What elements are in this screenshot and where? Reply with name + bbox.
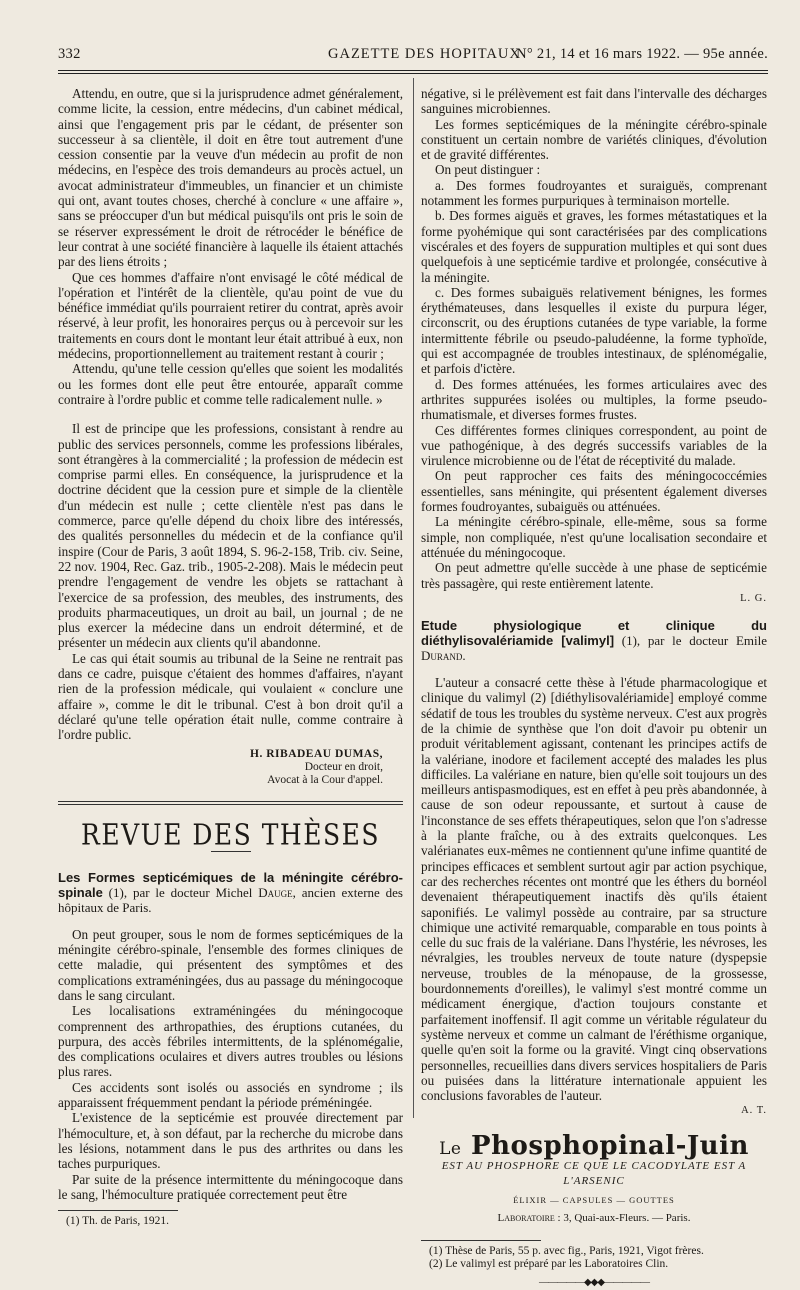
paragraph: d. Des formes atténuées, les formes articulaires avec des arthrites suppurées isolées ou multiples, la forme pseudo-rhumatismale, et diverses formes frustes. bbox=[421, 376, 767, 423]
section-rule bbox=[58, 801, 403, 805]
footnote-rule bbox=[421, 1240, 541, 1241]
page-number: 332 bbox=[58, 46, 81, 62]
article-title-byline: (1), par le docteur Emile bbox=[614, 633, 768, 649]
paragraph: Par suite de la présence intermittente du méningocoque dans le sang, l'hémoculture pratiquée correctement peut être bbox=[58, 1171, 403, 1202]
paragraph: On peut rapprocher ces faits des méningococcémies essentielles, sans méningite, qui présentent également diverses formes foudroyantes, subaiguës ou atténuées. bbox=[421, 468, 767, 515]
paragraph: On peut distinguer : bbox=[435, 162, 541, 178]
paragraph: Que ces hommes d'affaire n'ont envisagé le côté médical de l'opération et l'intérêt de la clientèle, qu'au point de vue du bénéfice immédiat qu'ils pourraient retirer du contrat, après avoir réservé, à leur profit, les honoraires perçus ou à percevoir sur les traitements en cours dont le montant leur était attribué à eux, non médecins, proportionnellement au traitement restant à courir ; bbox=[58, 269, 403, 362]
paragraph: Les formes septicémiques de la méningite cérébro-spinale constituent un certain nombre de variétés cliniques, d'évolution et de gravité différentes. bbox=[421, 116, 767, 163]
article-title bbox=[421, 618, 767, 663]
end-ornament: —————◆◆◆————— bbox=[538, 1277, 650, 1289]
paragraph: La méningite cérébro-spinale, elle-même, sous sa forme simple, non compliquée, n'est qu'une localisation secondaire et atténuée du méningocoque. bbox=[421, 514, 767, 560]
article-title bbox=[58, 870, 403, 915]
footnote: (1) Thèse de Paris, 55 p. avec fig., Paris, 1921, Vigot frères. bbox=[429, 1245, 704, 1258]
ad-brand bbox=[421, 1130, 767, 1161]
paragraph: Le cas qui était soumis au tribunal de la Seine ne rentrait pas dans ce cadre, puisque c'étaient des hommes d'affaires, n'ayant rien de la profession médicale, qui voulaient « conclure une affaire », comme le dit le tribunal. C'est à bon droit qu'il a déclaré qu'une telle opération était nulle, comme contraire à l'ordre public. bbox=[58, 650, 403, 743]
author-initials: L. G. bbox=[740, 592, 767, 604]
footnote: (2) Le valimyl est préparé par les Laboratoires Clin. bbox=[429, 1258, 669, 1271]
advertisement bbox=[421, 1130, 767, 1226]
article-title-end: . bbox=[462, 648, 466, 664]
ad-brand-name: Phosphopinal-Juin bbox=[471, 1130, 749, 1161]
issue-info: N° 21, 14 et 16 mars 1922. — 95e année. bbox=[516, 46, 768, 62]
article-title-main: Etude physiologique et clinique du diéthylisovalériamide [valimyl] bbox=[421, 618, 767, 649]
ad-tagline: EST AU PHOSPHORE CE QUE LE CACODYLATE EST A L'ARSENIC bbox=[441, 1160, 747, 1188]
paragraph: Il est de principe que les professions, consistant à rendre au public des services personnels, comme les professions libérales, sont étrangères à la commercialité ; la profession de médecin est comprise parmi elles. En conséquence, la jurisprudence et la doctrine décident que la cession pure et simple de la clientèle d'un médecin est nulle ; cette clientèle n'est pas dans le commerce, parce qu'elle dépend du choix libre des intéressés, des qualités personnelles du médecin et de la confiance qu'il inspire (Cour de Paris, 3 août 1894, S. 96-2-158, Trib. civ. Seine, 22 nov. 1904, Rec. Gaz. trib., 1905-2-208). Mais le médecin peut prendre l'engagement de vendre les objets se rattachant à l'exercice de sa profession, des meubles, des instruments, des produits pharmaceutiques, un droit au bail, un journal ; de ne plus exercer la médecine dans un endroit déterminé, et de présenter un médecin aux clients qu'il abandonne. bbox=[58, 421, 403, 651]
paragraph: On peut admettre qu'elle succède à une phase de septicémie très passagère, qui reste entièrement latente. bbox=[421, 560, 767, 591]
page-header bbox=[58, 44, 768, 66]
paragraph: a. Des formes foudroyantes et suraiguës, comprenant notamment les formes purpuriques à terminaison mortelle. bbox=[421, 177, 767, 209]
article-author: Durand bbox=[421, 648, 463, 664]
ad-lab-label: Laboratoire bbox=[497, 1211, 555, 1224]
paragraph: Attendu, qu'une telle cession qu'elles que soient les modalités ou les formes dont elle peut être entourée, apparaît comme contraire à l'ordre public et comme telle radicalement nulle. » bbox=[58, 361, 403, 407]
ad-forms: ÉLIXIR — CAPSULES — GOUTTES bbox=[513, 1194, 675, 1205]
ad-lab-address: : 3, Quai-aux-Fleurs. — Paris. bbox=[554, 1211, 691, 1224]
paragraph: Ces différentes formes cliniques correspondent, au point de vue pathogénique, à des degrés successifs variables de la virulence microbienne ou de l'état de réceptivité du malade. bbox=[421, 422, 767, 469]
ad-brand-prefix: Le bbox=[439, 1138, 462, 1159]
footnote-rule bbox=[58, 1210, 178, 1211]
paragraph: On peut grouper, sous le nom de formes septicémiques de la méningite cérébro-spinale, l'ensemble des formes cliniques de cette maladie, qui présentent des symptômes et des complications extraméningées, dus au passage du méningocoque dans le sang circulant. bbox=[58, 926, 403, 1003]
footnote: (1) Th. de Paris, 1921. bbox=[66, 1215, 169, 1228]
signature-title: Avocat à la Cour d'appel. bbox=[267, 774, 383, 787]
paragraph: négative, si le prélèvement est fait dans l'intervalle des décharges sanguines microbiennes. bbox=[421, 86, 767, 117]
paragraph: c. Des formes subaiguës relativement bénignes, les formes érythémateuses, dans lesquelles il existe du purpura léger, circonscrit, ou des éruptions cutanées de type variable, la forme intermittente fébrile ou pseudo-paludéenne, la forme typhoïde, qui est accompagnée de troubles intestinaux, de splénomégalie, et parfois d'ictère. bbox=[421, 284, 767, 377]
article-title-end: , ancien externe des hôpitaux de Paris. bbox=[58, 884, 403, 915]
paragraph: L'existence de la septicémie est prouvée directement par l'hémoculture, et, à son défaut, par la recherche du microbe dans les lésions, notamment dans le pus des arthrites ou dans les taches purpuriques. bbox=[58, 1110, 403, 1172]
signature-title: Docteur en droit, bbox=[304, 761, 383, 774]
header-rule bbox=[58, 70, 768, 74]
paragraph: Les localisations extraméningées du méningocoque comprennent des arthropathies, des éruptions cutanées, du purpura, des accès fébriles intermittents, de la splénomégalie, des complications oculaires et divers autres troubles ou lésions plus rares. bbox=[58, 1003, 403, 1080]
right-column bbox=[421, 86, 767, 1290]
article-title-main: Les Formes septicémiques de la méningite cérébro-spinale bbox=[58, 869, 403, 900]
signature-name: H. RIBADEAU DUMAS, bbox=[250, 748, 383, 761]
journal-title: GAZETTE DES HOPITAUX bbox=[328, 46, 521, 62]
article-title-byline: (1), par le docteur Michel bbox=[102, 884, 259, 900]
article-author: Dauge bbox=[258, 884, 293, 900]
section-title: REVUE DES THÈSES bbox=[81, 818, 380, 852]
paragraph: Ces accidents sont isolés ou associés en syndrome ; ils apparaissent fréquemment pendant la période préméningée. bbox=[58, 1079, 403, 1111]
column-divider bbox=[413, 78, 414, 1118]
left-column bbox=[58, 86, 403, 1228]
signature bbox=[58, 748, 403, 787]
ad-address bbox=[421, 1211, 767, 1226]
paragraph: Attendu, en outre, que si la jurisprudence admet généralement, comme licite, la cession, entre médecins, d'un cabinet médical, ainsi que l'engagement pris par le cédant, de présenter son successeur à sa clientèle, il doit en être tout autrement d'une cession consentie par la veuve d'un médecin au profit de non médecins, en l'espèce des trois demandeurs au procès actuel, un avocat administrateur d'immeubles, un financier et un chimiste qui ont, avant toutes choses, cherché à conclure « une affaire », sans se préoccuper d'un but médical puisqu'ils ont pris le soin de se réserver expressément le droit de rétrocéder le bénéfice de leur contrat à une société financière à laquelle ils étaient attachés par des liens étroits ; bbox=[58, 86, 403, 270]
paragraph: b. Des formes aiguës et graves, les formes métastatiques et la forme pyohémique qui sont caractérisées par des complications viscérales et des foyers de suppuration multiples et qui sont dues quelquefois à une septicémie tardive et prolongée, consécutive à la méningite. bbox=[421, 208, 767, 285]
author-initials: A. T. bbox=[741, 1105, 767, 1117]
paragraph: L'auteur a consacré cette thèse à l'étude pharmacologique et clinique du valimyl (2) [diéthylisovalériamide] employé comme sédatif de tous les troubles du système nerveux. C'est aux progrès de la chimie de synthèse que l'on doit d'avoir pu obtenir un produit véritablement agissant, contenant les principes actifs de la valériane, inodore et facilement accepté des malades les plus difficiles. La valériane en nature, bien qu'elle soit toujours un des meilleurs antispasmodiques, est en effet à peu près abandonnée, à cause de son odeur repoussante, et surtout à cause de l'inconstance de ses effets thérapeutiques, selon que l'on s'adresse à la plante fraîche, ou à des extraits quelconques. Les valérianates eux-mêmes ne contiennent qu'une infime quantité de principes efficaces et semblent surtout agir par action psychique, car des recherches récentes ont montré que les éthers du bornéol devenaient thérapeutiquement inactifs dès qu'ils étaient saponifiés. Le valimyl possède au contraire, par sa structure chimique une activité remarquable, comparable en tous points à celle du suc frais de la valériane. Dans l'hystérie, les névroses, les névralgies, les troubles nerveux de toute nature (dyspepsie nerveuse, troubles de la ménopause, de la grossesse, bourdonnements d'oreilles), le valimyl s'est montré comme un médicament énergique, d'action toujours constante et parfaitement inoffensif. Il agit comme un véritable régulateur du système nerveux et comme un calmant de l'éréthisme organique, quelle qu'en soit la forme ou la gravité. Vingt cinq observations personnelles, recueillies dans divers services hospitaliers de Paris ou puisées dans la littérature internationale appuient les conclusions favorables de l'auteur. bbox=[421, 675, 767, 1104]
